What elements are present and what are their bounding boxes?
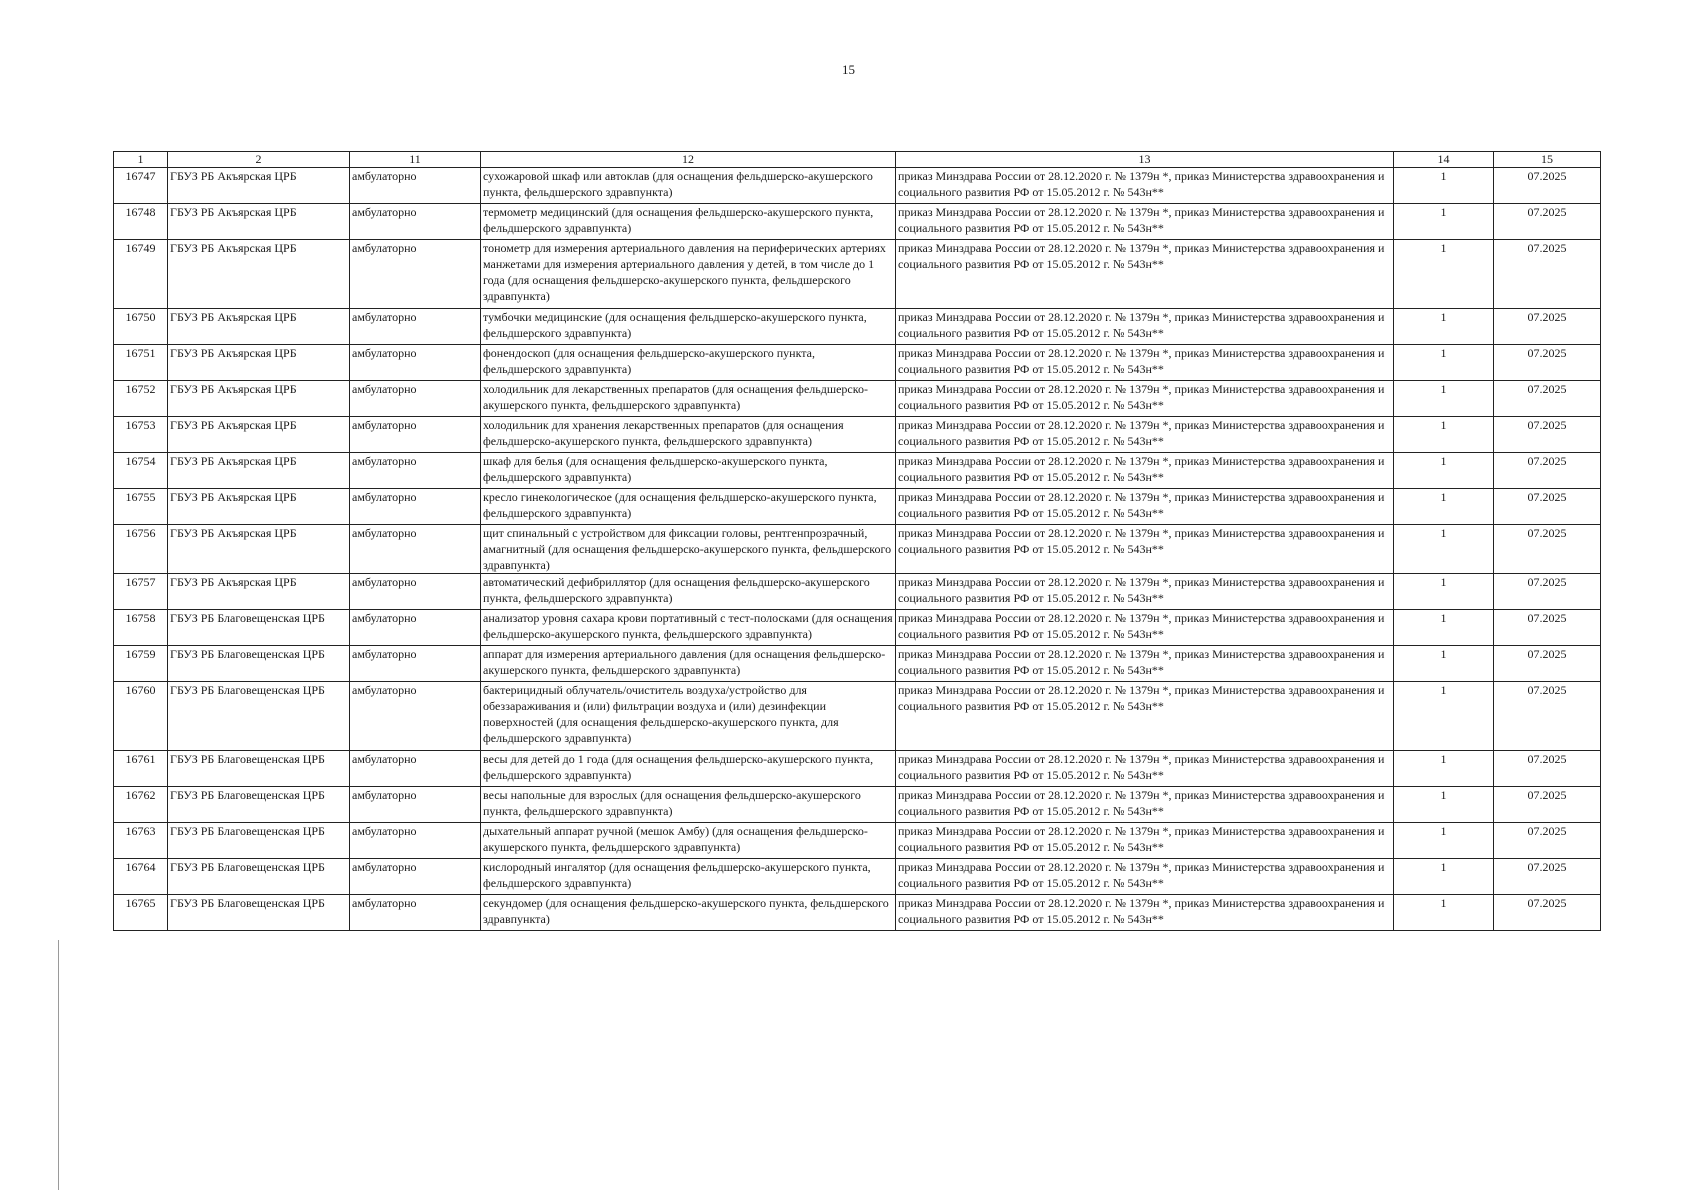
column-header: 12: [481, 152, 896, 168]
care-mode-cell: амбулаторно: [350, 610, 481, 646]
regulatory-basis-cell: приказ Минздрава России от 28.12.2020 г. № 1379н *, приказ Министерства здравоохранения и социального развития РФ от 15.05.2012 г. № 543н**: [896, 787, 1394, 823]
organization-name-cell: ГБУЗ РБ Акъярская ЦРБ: [168, 345, 350, 381]
care-mode-cell: амбулаторно: [350, 240, 481, 309]
care-mode-cell: амбулаторно: [350, 646, 481, 682]
regulatory-basis-cell: приказ Минздрава России от 28.12.2020 г. № 1379н *, приказ Министерства здравоохранения и социального развития РФ от 15.05.2012 г. № 543н**: [896, 204, 1394, 240]
entry-number-cell: 16750: [114, 309, 168, 345]
table-row: [114, 345, 1601, 381]
regulatory-basis-cell: приказ Минздрава России от 28.12.2020 г. № 1379н *, приказ Министерства здравоохранения и социального развития РФ от 15.05.2012 г. № 543н**: [896, 453, 1394, 489]
equipment-description-cell: бактерицидный облучатель/очиститель воздуха/устройство для обеззараживания и (или) фильтрации воздуха и (или) дезинфекции поверхностей (для оснащения фельдшерско-акушерского пункта, для фельдшерского здравпункта): [481, 682, 896, 751]
header-row: [114, 152, 1601, 168]
organization-name-cell: ГБУЗ РБ Благовещенская ЦРБ: [168, 823, 350, 859]
deadline-date-cell: 07.2025: [1494, 646, 1601, 682]
regulatory-basis-cell: приказ Минздрава России от 28.12.2020 г. № 1379н *, приказ Министерства здравоохранения и социального развития РФ от 15.05.2012 г. № 543н**: [896, 240, 1394, 309]
organization-name-cell: ГБУЗ РБ Акъярская ЦРБ: [168, 525, 350, 574]
column-header: 1: [114, 152, 168, 168]
entry-number-cell: 16752: [114, 381, 168, 417]
entry-number-cell: 16756: [114, 525, 168, 574]
deadline-date-cell: 07.2025: [1494, 574, 1601, 610]
deadline-date-cell: 07.2025: [1494, 381, 1601, 417]
entry-number-cell: 16763: [114, 823, 168, 859]
quantity-cell: 1: [1394, 168, 1494, 204]
organization-name-cell: ГБУЗ РБ Благовещенская ЦРБ: [168, 610, 350, 646]
column-header: 15: [1494, 152, 1601, 168]
equipment-description-cell: аппарат для измерения артериального давления (для оснащения фельдшерско-акушерского пункта, фельдшерского здравпункта): [481, 646, 896, 682]
regulatory-basis-cell: приказ Минздрава России от 28.12.2020 г. № 1379н *, приказ Министерства здравоохранения и социального развития РФ от 15.05.2012 г. № 543н**: [896, 823, 1394, 859]
equipment-description-cell: анализатор уровня сахара крови портативный с тест-полосками (для оснащения фельдшерско-акушерского пункта, фельдшерского здравпункта): [481, 610, 896, 646]
entry-number-cell: 16747: [114, 168, 168, 204]
care-mode-cell: амбулаторно: [350, 859, 481, 895]
regulatory-basis-cell: приказ Минздрава России от 28.12.2020 г. № 1379н *, приказ Министерства здравоохранения и социального развития РФ от 15.05.2012 г. № 543н**: [896, 895, 1394, 931]
equipment-description-cell: щит спинальный с устройством для фиксации головы, рентгенпрозрачный, амагнитный (для оснащения фельдшерско-акушерского пункта, фельдшерского здравпункта): [481, 525, 896, 574]
equipment-description-cell: весы для детей до 1 года (для оснащения фельдшерско-акушерского пункта, фельдшерского здравпункта): [481, 751, 896, 787]
organization-name-cell: ГБУЗ РБ Акъярская ЦРБ: [168, 204, 350, 240]
quantity-cell: 1: [1394, 751, 1494, 787]
table-row: [114, 453, 1601, 489]
organization-name-cell: ГБУЗ РБ Благовещенская ЦРБ: [168, 787, 350, 823]
quantity-cell: 1: [1394, 417, 1494, 453]
care-mode-cell: амбулаторно: [350, 525, 481, 574]
care-mode-cell: амбулаторно: [350, 168, 481, 204]
entry-number-cell: 16751: [114, 345, 168, 381]
equipment-description-cell: сухожаровой шкаф или автоклав (для оснащения фельдшерско-акушерского пункта, фельдшерского здравпункта): [481, 168, 896, 204]
equipment-description-cell: весы напольные для взрослых (для оснащения фельдшерско-акушерского пункта, фельдшерского здравпункта): [481, 787, 896, 823]
quantity-cell: 1: [1394, 859, 1494, 895]
regulatory-basis-cell: приказ Минздрава России от 28.12.2020 г. № 1379н *, приказ Министерства здравоохранения и социального развития РФ от 15.05.2012 г. № 543н**: [896, 751, 1394, 787]
table-row: [114, 574, 1601, 610]
column-header: 11: [350, 152, 481, 168]
equipment-description-cell: термометр медицинский (для оснащения фельдшерско-акушерского пункта, фельдшерского здравпункта): [481, 204, 896, 240]
deadline-date-cell: 07.2025: [1494, 489, 1601, 525]
care-mode-cell: амбулаторно: [350, 895, 481, 931]
equipment-description-cell: шкаф для белья (для оснащения фельдшерско-акушерского пункта, фельдшерского здравпункта): [481, 453, 896, 489]
quantity-cell: 1: [1394, 574, 1494, 610]
column-header: 14: [1394, 152, 1494, 168]
entry-number-cell: 16757: [114, 574, 168, 610]
deadline-date-cell: 07.2025: [1494, 895, 1601, 931]
table-row: [114, 204, 1601, 240]
table-row: [114, 823, 1601, 859]
equipment-description-cell: секундомер (для оснащения фельдшерско-акушерского пункта, фельдшерского здравпункта): [481, 895, 896, 931]
deadline-date-cell: 07.2025: [1494, 204, 1601, 240]
care-mode-cell: амбулаторно: [350, 309, 481, 345]
table-row: [114, 859, 1601, 895]
table-row: [114, 525, 1601, 574]
equipment-description-cell: дыхательный аппарат ручной (мешок Амбу) (для оснащения фельдшерско-акушерского пункта, фельдшерского здравпункта): [481, 823, 896, 859]
binding-margin-line: [58, 940, 59, 1190]
entry-number-cell: 16749: [114, 240, 168, 309]
table-row: [114, 895, 1601, 931]
table-row: [114, 381, 1601, 417]
organization-name-cell: ГБУЗ РБ Благовещенская ЦРБ: [168, 895, 350, 931]
quantity-cell: 1: [1394, 309, 1494, 345]
equipment-description-cell: автоматический дефибриллятор (для оснащения фельдшерско-акушерского пункта, фельдшерского здравпункта): [481, 574, 896, 610]
quantity-cell: 1: [1394, 204, 1494, 240]
care-mode-cell: амбулаторно: [350, 453, 481, 489]
deadline-date-cell: 07.2025: [1494, 859, 1601, 895]
entry-number-cell: 16762: [114, 787, 168, 823]
column-header: 2: [168, 152, 350, 168]
table-row: [114, 682, 1601, 751]
deadline-date-cell: 07.2025: [1494, 309, 1601, 345]
deadline-date-cell: 07.2025: [1494, 525, 1601, 574]
organization-name-cell: ГБУЗ РБ Благовещенская ЦРБ: [168, 751, 350, 787]
table-row: [114, 240, 1601, 309]
table-row: [114, 610, 1601, 646]
regulatory-basis-cell: приказ Минздрава России от 28.12.2020 г. № 1379н *, приказ Министерства здравоохранения и социального развития РФ от 15.05.2012 г. № 543н**: [896, 489, 1394, 525]
regulatory-basis-cell: приказ Минздрава России от 28.12.2020 г. № 1379н *, приказ Министерства здравоохранения и социального развития РФ от 15.05.2012 г. № 543н**: [896, 417, 1394, 453]
equipment-description-cell: холодильник для хранения лекарственных препаратов (для оснащения фельдшерско-акушерского пункта, фельдшерского здравпункта): [481, 417, 896, 453]
care-mode-cell: амбулаторно: [350, 204, 481, 240]
quantity-cell: 1: [1394, 610, 1494, 646]
table-row: [114, 417, 1601, 453]
organization-name-cell: ГБУЗ РБ Благовещенская ЦРБ: [168, 682, 350, 751]
deadline-date-cell: 07.2025: [1494, 345, 1601, 381]
care-mode-cell: амбулаторно: [350, 751, 481, 787]
organization-name-cell: ГБУЗ РБ Акъярская ЦРБ: [168, 309, 350, 345]
table-row: [114, 489, 1601, 525]
organization-name-cell: ГБУЗ РБ Акъярская ЦРБ: [168, 417, 350, 453]
equipment-description-cell: холодильник для лекарственных препаратов (для оснащения фельдшерско-акушерского пункта, фельдшерского здравпункта): [481, 381, 896, 417]
entry-number-cell: 16764: [114, 859, 168, 895]
table-row: [114, 751, 1601, 787]
regulatory-basis-cell: приказ Минздрава России от 28.12.2020 г. № 1379н *, приказ Министерства здравоохранения и социального развития РФ от 15.05.2012 г. № 543н**: [896, 525, 1394, 574]
quantity-cell: 1: [1394, 646, 1494, 682]
entry-number-cell: 16748: [114, 204, 168, 240]
deadline-date-cell: 07.2025: [1494, 417, 1601, 453]
page-number: 15: [842, 62, 855, 77]
equipment-description-cell: тонометр для измерения артериального давления на периферических артериях манжетами для измерения артериального давления у детей, в том числе до 1 года (для оснащения фельдшерско-акушерского пункта, фельдшерского здравпункта): [481, 240, 896, 309]
table-row: [114, 309, 1601, 345]
care-mode-cell: амбулаторно: [350, 345, 481, 381]
table-row: [114, 646, 1601, 682]
care-mode-cell: амбулаторно: [350, 823, 481, 859]
entry-number-cell: 16755: [114, 489, 168, 525]
organization-name-cell: ГБУЗ РБ Акъярская ЦРБ: [168, 168, 350, 204]
entry-number-cell: 16760: [114, 682, 168, 751]
regulatory-basis-cell: приказ Минздрава России от 28.12.2020 г. № 1379н *, приказ Министерства здравоохранения и социального развития РФ от 15.05.2012 г. № 543н**: [896, 646, 1394, 682]
regulatory-basis-cell: приказ Минздрава России от 28.12.2020 г. № 1379н *, приказ Министерства здравоохранения и социального развития РФ от 15.05.2012 г. № 543н**: [896, 345, 1394, 381]
organization-name-cell: ГБУЗ РБ Благовещенская ЦРБ: [168, 646, 350, 682]
regulatory-basis-cell: приказ Минздрава России от 28.12.2020 г. № 1379н *, приказ Министерства здравоохранения и социального развития РФ от 15.05.2012 г. № 543н**: [896, 309, 1394, 345]
quantity-cell: 1: [1394, 787, 1494, 823]
organization-name-cell: ГБУЗ РБ Акъярская ЦРБ: [168, 240, 350, 309]
regulatory-basis-cell: приказ Минздрава России от 28.12.2020 г. № 1379н *, приказ Министерства здравоохранения и социального развития РФ от 15.05.2012 г. № 543н**: [896, 168, 1394, 204]
quantity-cell: 1: [1394, 345, 1494, 381]
regulatory-basis-cell: приказ Минздрава России от 28.12.2020 г. № 1379н *, приказ Министерства здравоохранения и социального развития РФ от 15.05.2012 г. № 543н**: [896, 574, 1394, 610]
quantity-cell: 1: [1394, 489, 1494, 525]
regulatory-basis-cell: приказ Минздрава России от 28.12.2020 г. № 1379н *, приказ Министерства здравоохранения и социального развития РФ от 15.05.2012 г. № 543н**: [896, 859, 1394, 895]
organization-name-cell: ГБУЗ РБ Акъярская ЦРБ: [168, 574, 350, 610]
organization-name-cell: ГБУЗ РБ Акъярская ЦРБ: [168, 453, 350, 489]
quantity-cell: 1: [1394, 525, 1494, 574]
organization-name-cell: ГБУЗ РБ Акъярская ЦРБ: [168, 381, 350, 417]
deadline-date-cell: 07.2025: [1494, 240, 1601, 309]
table-row: [114, 787, 1601, 823]
regulatory-basis-cell: приказ Минздрава России от 28.12.2020 г. № 1379н *, приказ Министерства здравоохранения и социального развития РФ от 15.05.2012 г. № 543н**: [896, 682, 1394, 751]
equipment-description-cell: кислородный ингалятор (для оснащения фельдшерско-акушерского пункта, фельдшерского здравпункта): [481, 859, 896, 895]
quantity-cell: 1: [1394, 823, 1494, 859]
equipment-description-cell: фонендоскоп (для оснащения фельдшерско-акушерского пункта, фельдшерского здравпункта): [481, 345, 896, 381]
deadline-date-cell: 07.2025: [1494, 823, 1601, 859]
regulatory-basis-cell: приказ Минздрава России от 28.12.2020 г. № 1379н *, приказ Министерства здравоохранения и социального развития РФ от 15.05.2012 г. № 543н**: [896, 610, 1394, 646]
care-mode-cell: амбулаторно: [350, 381, 481, 417]
entry-number-cell: 16761: [114, 751, 168, 787]
deadline-date-cell: 07.2025: [1494, 453, 1601, 489]
care-mode-cell: амбулаторно: [350, 417, 481, 453]
entry-number-cell: 16753: [114, 417, 168, 453]
entry-number-cell: 16754: [114, 453, 168, 489]
care-mode-cell: амбулаторно: [350, 489, 481, 525]
equipment-description-cell: кресло гинекологическое (для оснащения фельдшерско-акушерского пункта, фельдшерского здравпункта): [481, 489, 896, 525]
quantity-cell: 1: [1394, 453, 1494, 489]
equipment-table: [113, 151, 1601, 931]
table-body: [114, 168, 1601, 931]
deadline-date-cell: 07.2025: [1494, 787, 1601, 823]
organization-name-cell: ГБУЗ РБ Акъярская ЦРБ: [168, 489, 350, 525]
quantity-cell: 1: [1394, 682, 1494, 751]
care-mode-cell: амбулаторно: [350, 787, 481, 823]
deadline-date-cell: 07.2025: [1494, 751, 1601, 787]
deadline-date-cell: 07.2025: [1494, 682, 1601, 751]
deadline-date-cell: 07.2025: [1494, 168, 1601, 204]
care-mode-cell: амбулаторно: [350, 574, 481, 610]
entry-number-cell: 16758: [114, 610, 168, 646]
care-mode-cell: амбулаторно: [350, 682, 481, 751]
deadline-date-cell: 07.2025: [1494, 610, 1601, 646]
organization-name-cell: ГБУЗ РБ Благовещенская ЦРБ: [168, 859, 350, 895]
equipment-description-cell: тумбочки медицинские (для оснащения фельдшерско-акушерского пункта, фельдшерского здравпункта): [481, 309, 896, 345]
table-row: [114, 168, 1601, 204]
quantity-cell: 1: [1394, 381, 1494, 417]
column-header: 13: [896, 152, 1394, 168]
quantity-cell: 1: [1394, 895, 1494, 931]
entry-number-cell: 16759: [114, 646, 168, 682]
entry-number-cell: 16765: [114, 895, 168, 931]
quantity-cell: 1: [1394, 240, 1494, 309]
regulatory-basis-cell: приказ Минздрава России от 28.12.2020 г. № 1379н *, приказ Министерства здравоохранения и социального развития РФ от 15.05.2012 г. № 543н**: [896, 381, 1394, 417]
